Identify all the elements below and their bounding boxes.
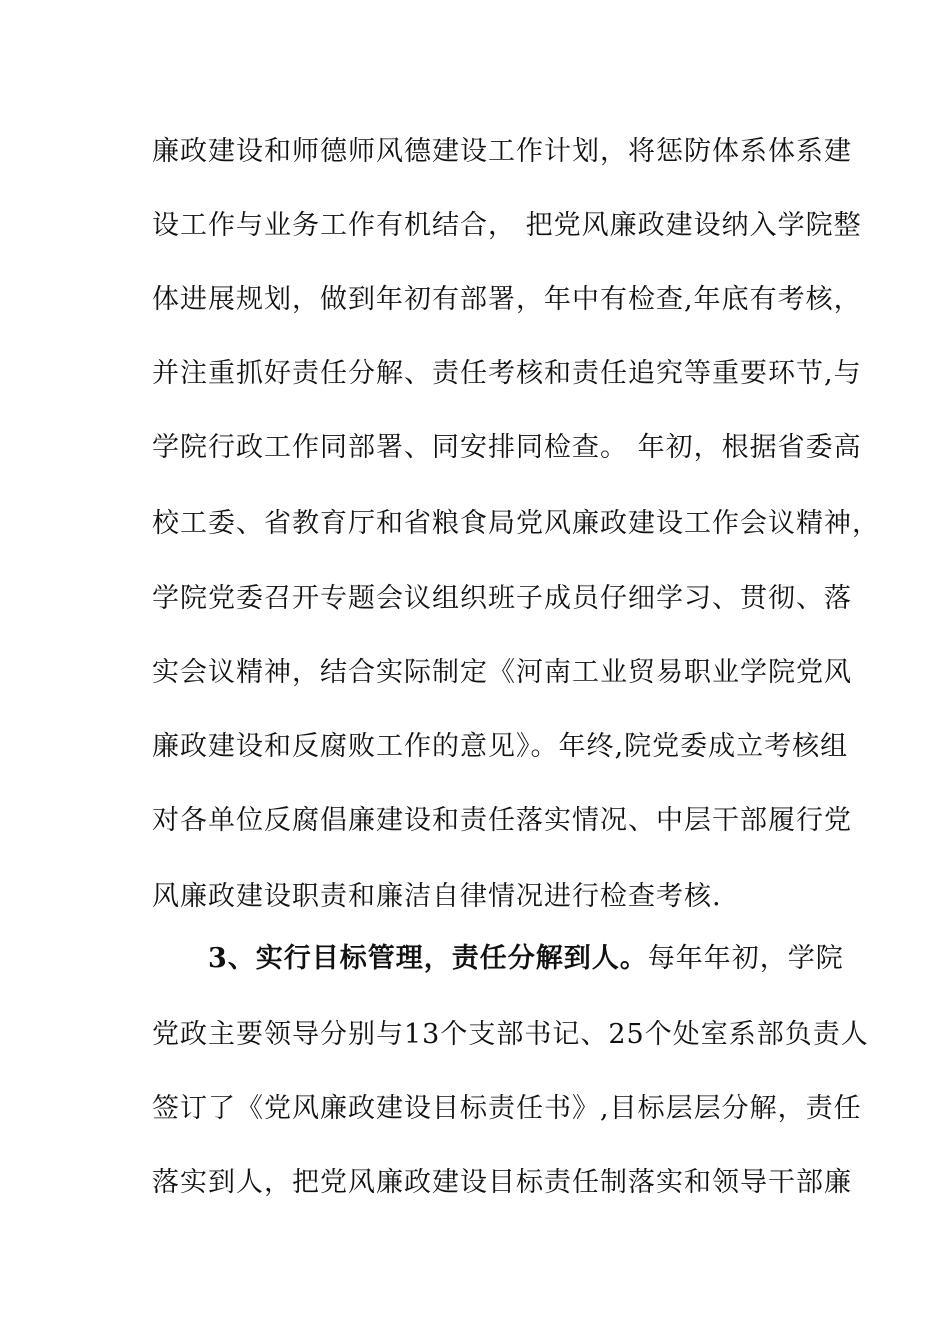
section-heading-line <box>208 941 868 977</box>
paragraph-line: 党政主要领导分别与13个支部书记、25个处室系部负责人 <box>152 1019 869 1050</box>
paragraph-line: 并注重抓好责任分解、责任考核和责任追究等重要环节,与 <box>152 358 862 389</box>
paragraph-line: 学院行政工作同部署、同安排同检查。 年初，根据省委高 <box>152 432 862 463</box>
paragraph-line: 落实到人，把党风廉政建设目标责任制落实和领导干部廉 <box>152 1167 852 1198</box>
paragraph-line: 校工委、省教育厅和省粮食局党风廉政建设工作会议精神， <box>152 508 880 539</box>
paragraph-line: 对各单位反腐倡廉建设和责任落实情况、中层干部履行党 <box>152 805 852 836</box>
paragraph-line: 廉政建设和反腐败工作的意见》。年终,院党委成立考核组 <box>152 731 849 762</box>
paragraph-line: 学院党委召开专题会议组织班子成员仔细学习、贯彻、落 <box>152 583 852 614</box>
section-heading-continuation: 每年年初，学院 <box>647 943 844 974</box>
section-heading: 3、实行目标管理，责任分解到人。 <box>208 943 648 974</box>
paragraph-line: 实会议精神，结合实际制定《河南工业贸易职业学院党风 <box>152 657 852 688</box>
paragraph-line: 体进展规划，做到年初有部署，年中有检查,年底有考核， <box>152 284 862 315</box>
paragraph-line: 设工作与业务工作有机结合， 把党风廉政建设纳入学院整 <box>152 210 862 241</box>
paragraph-line: 风廉政建设职责和廉洁自律情况进行检查考核. <box>152 881 722 912</box>
paragraph-line: 廉政建设和师德师风德建设工作计划，将惩防体系体系建 <box>152 136 852 167</box>
paragraph-line: 签订了《党风廉政建设目标责任书》,目标层层分解，责任 <box>152 1093 862 1124</box>
